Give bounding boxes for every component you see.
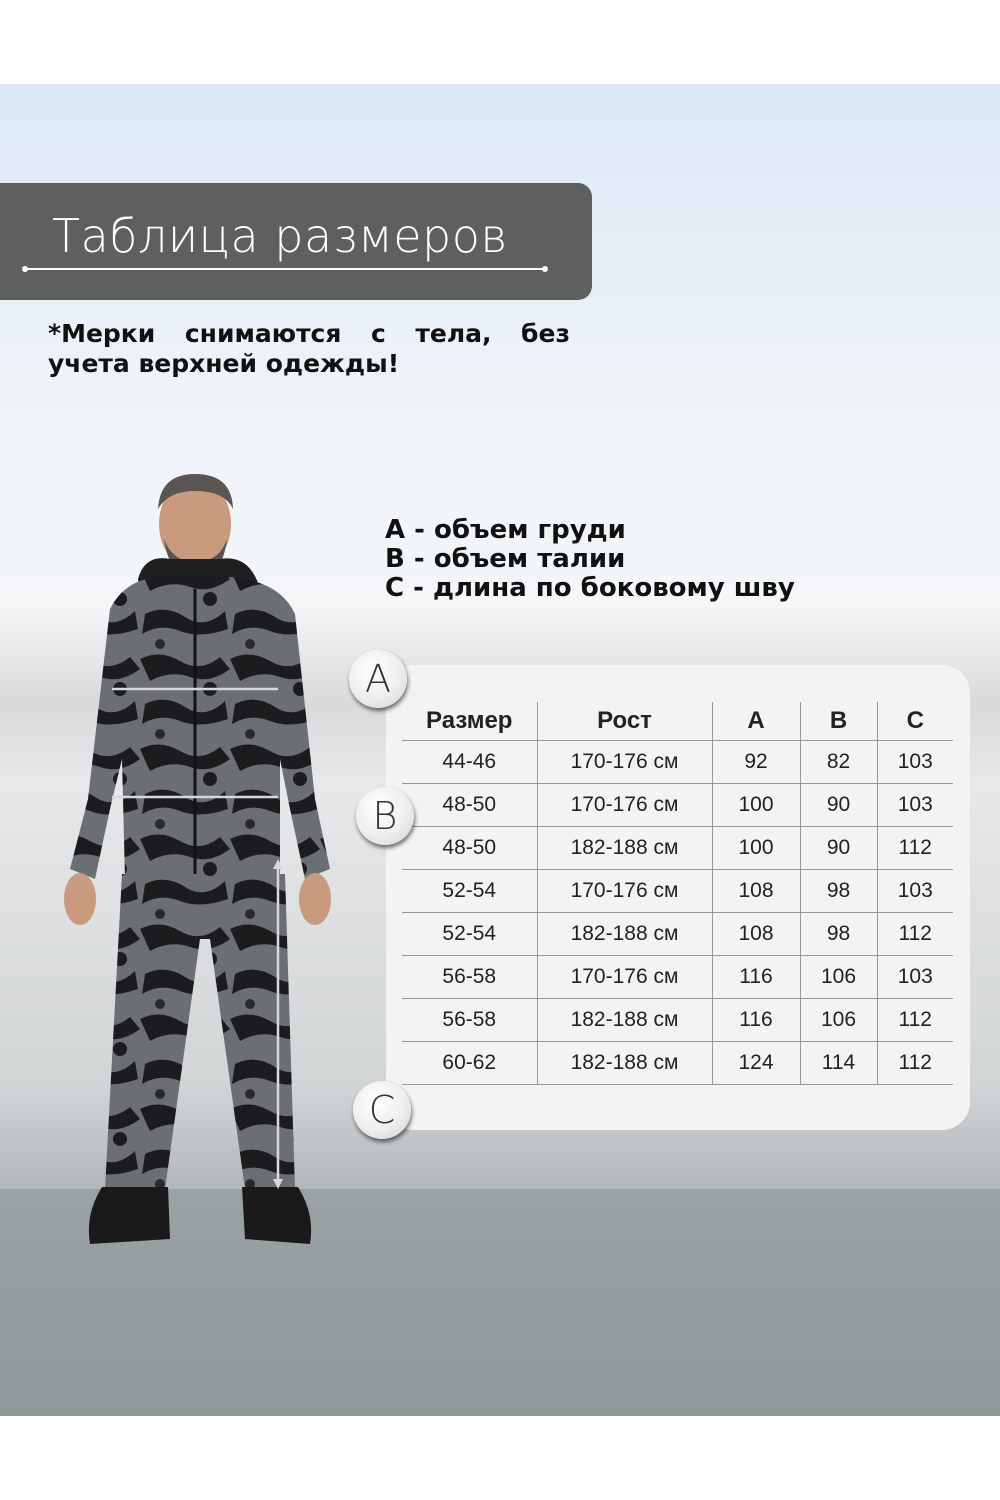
cell-b: 106 <box>800 956 877 999</box>
table-row <box>402 1042 953 1085</box>
cell-a: 116 <box>712 999 800 1042</box>
cell-height: 182-188 см <box>537 827 712 870</box>
table-row <box>402 956 953 999</box>
table-header-row <box>402 702 953 741</box>
header-size: Размер <box>402 702 537 741</box>
header-c: С <box>877 702 953 741</box>
table-row <box>402 741 953 784</box>
table-row <box>402 827 953 870</box>
cell-c: 103 <box>877 784 953 827</box>
legend-item-side-seam: С - длина по боковому шву <box>385 573 795 603</box>
legend-item-chest: А - объем груди <box>385 515 626 545</box>
cell-size: 44-46 <box>402 741 537 784</box>
size-table <box>402 702 953 1085</box>
page-background <box>0 84 1000 1416</box>
cell-b: 98 <box>800 870 877 913</box>
cell-size: 56-58 <box>402 999 537 1042</box>
cell-height: 170-176 см <box>537 870 712 913</box>
measurement-legend <box>385 516 795 603</box>
cell-size: 52-54 <box>402 913 537 956</box>
header-height: Рост <box>537 702 712 741</box>
table-row <box>402 784 953 827</box>
marker-c-badge: C <box>353 1081 411 1139</box>
cell-a: 100 <box>712 827 800 870</box>
legend-item-waist: В - объем талии <box>385 544 626 574</box>
marker-b-badge: B <box>356 787 414 845</box>
table-row <box>402 913 953 956</box>
title-underline <box>24 268 546 270</box>
cell-c: 103 <box>877 741 953 784</box>
cell-b: 82 <box>800 741 877 784</box>
model-photo <box>50 469 350 1269</box>
header-b: В <box>800 702 877 741</box>
cell-a: 124 <box>712 1042 800 1085</box>
cell-a: 108 <box>712 913 800 956</box>
table-row <box>402 999 953 1042</box>
cell-size: 48-50 <box>402 827 537 870</box>
cell-c: 112 <box>877 913 953 956</box>
cell-height: 170-176 см <box>537 741 712 784</box>
cell-a: 116 <box>712 956 800 999</box>
marker-a-badge: A <box>349 650 407 708</box>
cell-b: 114 <box>800 1042 877 1085</box>
cell-height: 182-188 см <box>537 1042 712 1085</box>
cell-b: 106 <box>800 999 877 1042</box>
cell-b: 90 <box>800 827 877 870</box>
cell-size: 60-62 <box>402 1042 537 1085</box>
page-title: Таблица размеров <box>52 209 508 263</box>
cell-a: 100 <box>712 784 800 827</box>
cell-c: 112 <box>877 827 953 870</box>
model-boots <box>89 1187 170 1244</box>
cell-height: 170-176 см <box>537 956 712 999</box>
measurement-note: *Мерки снимаются с тела, без учета верхней одежды! <box>48 319 570 378</box>
table-row <box>402 870 953 913</box>
cell-c: 103 <box>877 956 953 999</box>
model-trousers <box>105 874 295 1189</box>
cell-c: 112 <box>877 1042 953 1085</box>
cell-height: 170-176 см <box>537 784 712 827</box>
title-banner <box>0 183 592 300</box>
cell-a: 92 <box>712 741 800 784</box>
cell-a: 108 <box>712 870 800 913</box>
header-a: А <box>712 702 800 741</box>
cell-c: 112 <box>877 999 953 1042</box>
cell-size: 56-58 <box>402 956 537 999</box>
cell-size: 52-54 <box>402 870 537 913</box>
cell-size: 48-50 <box>402 784 537 827</box>
cell-height: 182-188 см <box>537 913 712 956</box>
cell-height: 182-188 см <box>537 999 712 1042</box>
cell-b: 90 <box>800 784 877 827</box>
model-jacket <box>70 577 330 879</box>
cell-c: 103 <box>877 870 953 913</box>
cell-b: 98 <box>800 913 877 956</box>
